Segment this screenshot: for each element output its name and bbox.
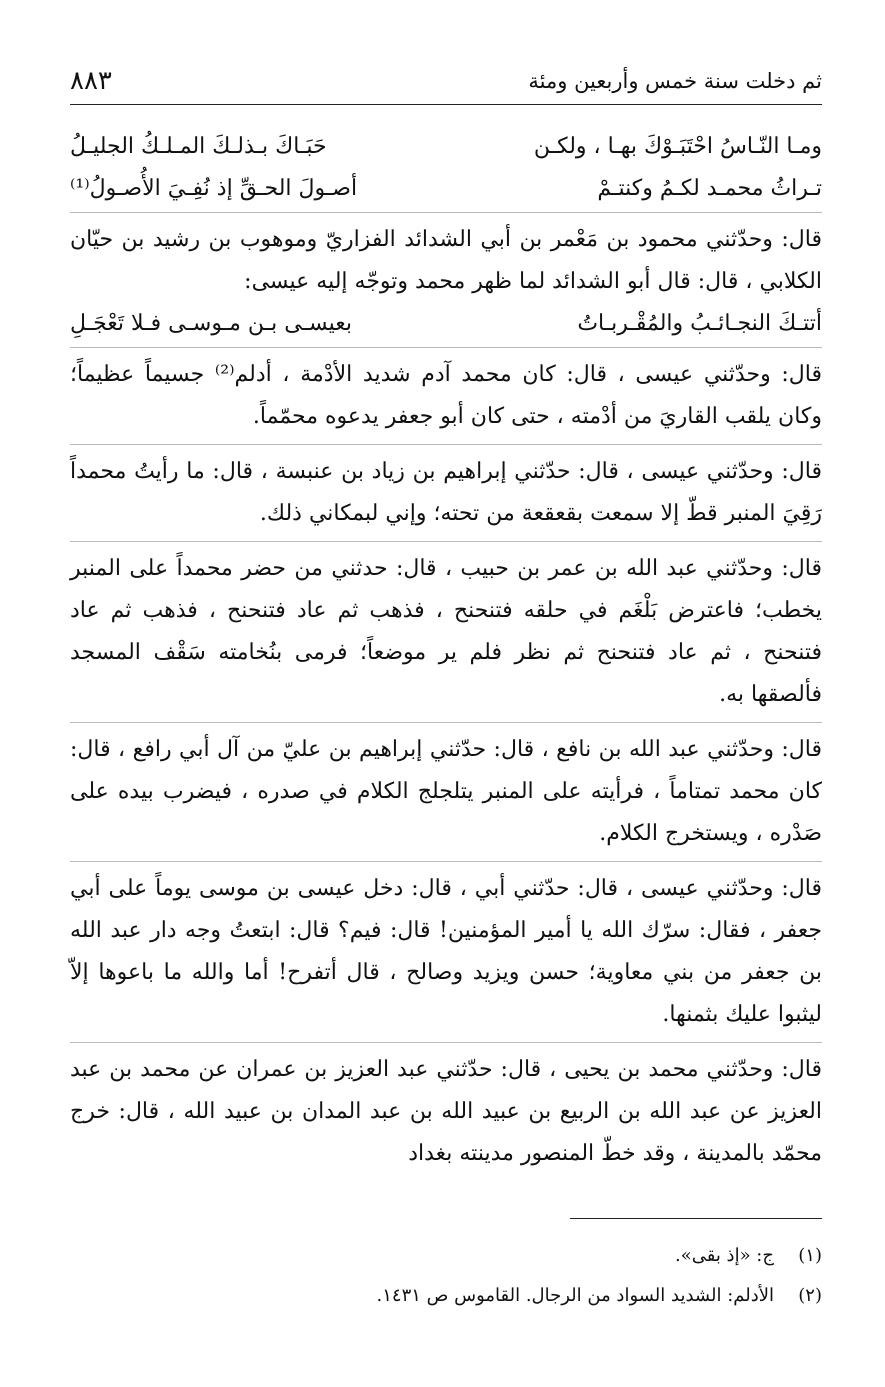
paragraph: قال: وحدّثني عيسى ، قال: حدّثني إبراهيم بن زياد بن عنبسة ، قال: ما رأيتُ محمداً رَقِيَ المنبر قطّ إلا سمعت بقعقعة من تحته؛ وإني لبمكاني ذلك. <box>70 459 822 526</box>
footnote-text: الأدلم: الشديد السواد من الرجال. القاموس ص ١٤٣١. <box>376 1285 774 1306</box>
verse-hemistich-first: أتتـكَ النجـائـبُ والمُقْـربـاتُ <box>577 311 822 336</box>
running-header-title: ثم دخلت سنة خمس وأربعين ومئة <box>528 69 822 93</box>
verse-hemistich-second: بعيسـى بـن مـوسـى فـلا تَعْجَـلِ <box>70 311 353 336</box>
poem-verse <box>70 126 822 168</box>
verse-hemistich-first: ومـا النّـاسُ احْتَبَـوْكَ بهـا ، ولكـن <box>533 134 822 159</box>
paragraph-divider <box>70 444 822 445</box>
paragraph-divider <box>70 541 822 542</box>
paragraph-divider <box>70 722 822 723</box>
paragraph: قال: وحدّثني محمود بن مَعْمر بن أبي الشدائد الفزاريّ وموهوب بن رشيد بن حيّان الكلابي ، قال: قال أبو الشدائد لما ظهر محمد وتوجّه إليه عيسى: <box>70 227 822 294</box>
footnote-number: (١) <box>798 1245 822 1266</box>
page-number: ٨٨٣ <box>70 66 112 96</box>
poem-verse <box>70 303 822 345</box>
footnotes <box>70 1236 822 1316</box>
header-rule <box>70 104 822 105</box>
footnote-rule <box>570 1218 822 1219</box>
footnote-text: ج: «إذ بقى». <box>674 1245 774 1266</box>
paragraph-divider <box>70 347 822 348</box>
footnote <box>70 1236 822 1276</box>
verse-hemistich-second: حَبَـاكَ بـذلـكَ المـلـكُ الجليـلُ <box>70 134 327 159</box>
paragraph: قال: وحدّثني عيسى ، قال: حدّثني أبي ، قال: دخل عيسى بن موسى يوماً على أبي جعفر ، فقال: سرّك الله يا أمير المؤمنين! قال: فيم؟ قال: ابتعتُ وجه دار عبد الله بن جعفر من بني معاوية؛ حسن ويزيد وصالح ، قال أتفرح! أما والله ما باعوها إلاّ ليثبوا عليك بثمنها. <box>70 876 822 1027</box>
verse-hemistich-first: تـراثُ محمـد لكـمُ وكنتـمْ <box>597 176 822 201</box>
paragraph: قال: وحدّثني عيسى ، قال: كان محمد آدم شديد الأدْمة ، أدلم⁽²⁾ جسيماً عظيماً؛ وكان يلقب القاريَ من أدْمته ، حتى كان أبو جعفر يدعوه محمّماً. <box>70 362 822 429</box>
paragraph: قال: وحدّثني عبد الله بن عمر بن حبيب ، قال: حدثني من حضر محمداً على المنبر يخطب؛ فاعترض بَلْغَم في حلقه فتنحنح ، فذهب ثم عاد فتنحنح ، فذهب ثم عاد فتنحنح ، ثم عاد فتنحنح ثم نظر فلم ير موضعاً؛ فرمى بنُخامته سَقْف المسجد فألصقها به. <box>70 556 822 707</box>
footnote <box>70 1276 822 1316</box>
running-header <box>70 62 822 100</box>
poem-verse <box>70 168 822 210</box>
paragraph: قال: وحدّثني عبد الله بن نافع ، قال: حدّثني إبراهيم بن عليّ من آل أبي رافع ، قال: كان محمد تمتاماً ، فرأيته على المنبر يتلجلج الكلام في صدره ، فيضرب بيده على صَدْره ، ويستخرج الكلام. <box>70 737 822 846</box>
verse-hemistich-second: أصـولَ الحـقِّ إذ نُفِـيَ الأُصـولُ⁽¹⁾ <box>70 176 358 201</box>
paragraph-divider <box>70 212 822 213</box>
paragraph-divider <box>70 1042 822 1043</box>
main-text <box>70 126 822 1179</box>
footnote-number: (٢) <box>798 1285 822 1306</box>
paragraph: قال: وحدّثني محمد بن يحيى ، قال: حدّثني عبد العزيز بن عمران عن محمد بن عبد العزيز عن عبد الله بن الربيع بن عبيد الله بن عبد المدان بن عبيد الله ، قال: خرج محمّد بالمدينة ، وقد خطّ المنصور مدينته بغداد <box>70 1057 822 1166</box>
paragraph-divider <box>70 861 822 862</box>
